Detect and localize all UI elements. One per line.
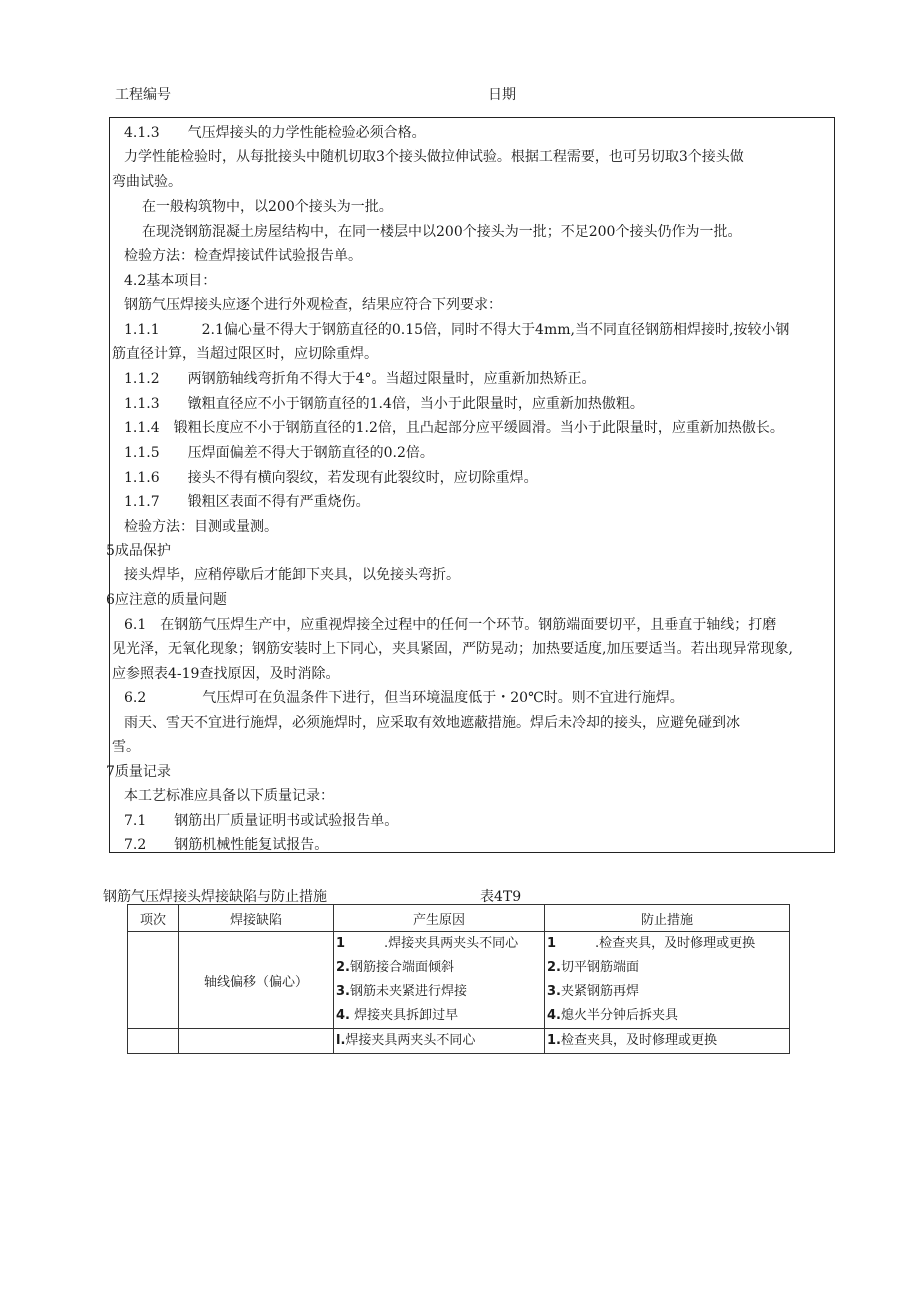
text-line: 1.1.7 锻粗区表面不得有严重烧伤。: [124, 494, 370, 510]
section-heading: 7质量记录: [106, 764, 171, 780]
table-header-row: [128, 905, 790, 932]
measure-cell: [545, 1029, 790, 1054]
text-line: 在一般构筑物中，以200个接头为一批。: [142, 199, 393, 215]
header-cause: 产生原因: [334, 905, 545, 932]
table-number: 表4T9: [480, 889, 522, 905]
text-line: 弯曲试验。: [112, 174, 182, 190]
measure-cell: [545, 932, 790, 1029]
measure-item: 1 .检查夹具，及时修理或更换: [547, 936, 756, 951]
text-line: 6.2 气压焊可在负温条件下进行，但当环境温度低于・20℃时。则不宜进行施焊。: [124, 690, 684, 706]
defect-cell: [179, 1029, 334, 1054]
row-index: [128, 932, 179, 1029]
text-line: 检验方法：检查焊接试件试验报告单。: [124, 248, 362, 264]
measure-item: 1.检查夹具，及时修理或更换: [547, 1033, 717, 1048]
table-row: [128, 1029, 790, 1054]
text-line: 6.1 在钢筋气压焊生产中，应重视焊接全过程中的任何一个环节。钢筋端面要切平，且垂直于轴线；打磨: [124, 617, 777, 633]
text-line: 筋直径计算，当超过限区时，应切除重焊。: [112, 346, 378, 362]
defect-cell: 轴线偏移（偏心）: [179, 932, 334, 1029]
table-row: [128, 932, 790, 1029]
text-line: 7.1 钢筋出厂质量证明书或试验报告单。: [124, 813, 399, 829]
text-line: 1.1.6 接头不得有横向裂纹，若发现有此裂纹时，应切除重焊。: [124, 470, 538, 486]
text-line: 4.1.3 气压焊接头的力学性能检验必须合格。: [124, 125, 426, 141]
text-line: 接头焊毕，应稍停歇后才能卸下夹具，以免接头弯折。: [124, 567, 460, 583]
project-number-label: 工程编号: [115, 87, 171, 103]
text-line: 7.2 钢筋机械性能复试报告。: [124, 837, 329, 853]
table-title: 钢筋气压焊接头焊接缺陷与防止措施: [103, 889, 327, 905]
cause-item: 1 .焊接夹具两夹头不同心: [336, 936, 519, 951]
measure-item: 2.切平钢筋端面: [547, 960, 639, 975]
defects-table: [127, 904, 790, 1054]
text-line: 钢筋气压焊接头应逐个进行外观检查，结果应符合下列要求：: [124, 297, 502, 313]
cause-item: l.焊接夹具两夹头不同心: [336, 1033, 476, 1048]
text-line: 1.1.1 2.1偏心量不得大于钢筋直径的0.15倍，同时不得大于4mm,当不同直径钢筋相焊接时,按较小钢: [124, 322, 790, 338]
text-line: 应参照表4-19查找原因，及时消除。: [112, 666, 340, 682]
header-defect: 焊接缺陷: [179, 905, 334, 932]
cause-item: 3.钢筋未夹紧进行焊接: [336, 984, 467, 999]
header-measure: 防止措施: [545, 905, 790, 932]
text-line: 1.1.4 锻粗长度应不小于钢筋直径的1.2倍，且凸起部分应平缓圆滑。当小于此限量时，应重新加热傲长。: [124, 420, 784, 436]
section-heading: 5成品保护: [106, 543, 171, 559]
measure-item: 3.夹紧钢筋再焊: [547, 984, 639, 999]
section-heading: 6应注意的质量问题: [106, 592, 227, 608]
text-line: 1.1.2 两钢筋轴线弯折角不得大于4°。当超过限量时，应重新加热矫正。: [124, 371, 596, 387]
cause-cell: [334, 932, 545, 1029]
cause-item: 4. 焊接夹具拆卸过早: [336, 1008, 459, 1023]
text-line: 力学性能检验时，从每批接头中随机切取3个接头做拉伸试验。根据工程需要，也可另切取3个接头做: [124, 149, 744, 165]
date-label: 日期: [488, 87, 516, 103]
row-index: [128, 1029, 179, 1054]
measure-item: 4.熄火半分钟后拆夹具: [547, 1008, 678, 1023]
text-line: 雨天、雪天不宜进行施焊，必须施焊时，应采取有效地遮蔽措施。焊后未冷却的接头，应避免碰到冰: [124, 715, 740, 731]
text-line: 4.2基本项目：: [124, 273, 217, 289]
text-line: 在现浇钢筋混凝土房屋结构中，在同一楼层中以200个接头为一批；不足200个接头仍作为一批。: [142, 224, 742, 240]
text-line: 检验方法：目测或量测。: [124, 519, 278, 535]
text-line: 1.1.3 镦粗直径应不小于钢筋直径的1.4倍，当小于此限量时，应重新加热傲粗。: [124, 396, 644, 412]
header-index: 项次: [128, 905, 179, 932]
text-line: 本工艺标准应具备以下质量记录：: [124, 788, 334, 804]
text-line: 1.1.5 压焊面偏差不得大于钢筋直径的0.2倍。: [124, 445, 434, 461]
text-line: 见光泽，无氧化现象；钢筋安装时上下同心，夹具紧固，严防晃动；加热要适度,加压要适当。若出现异常现象,: [112, 641, 793, 657]
content-box: [106, 117, 835, 853]
cause-item: 2.钢筋接合端面倾斜: [336, 960, 454, 975]
cause-cell: [334, 1029, 545, 1054]
text-line: 雪。: [112, 739, 140, 755]
